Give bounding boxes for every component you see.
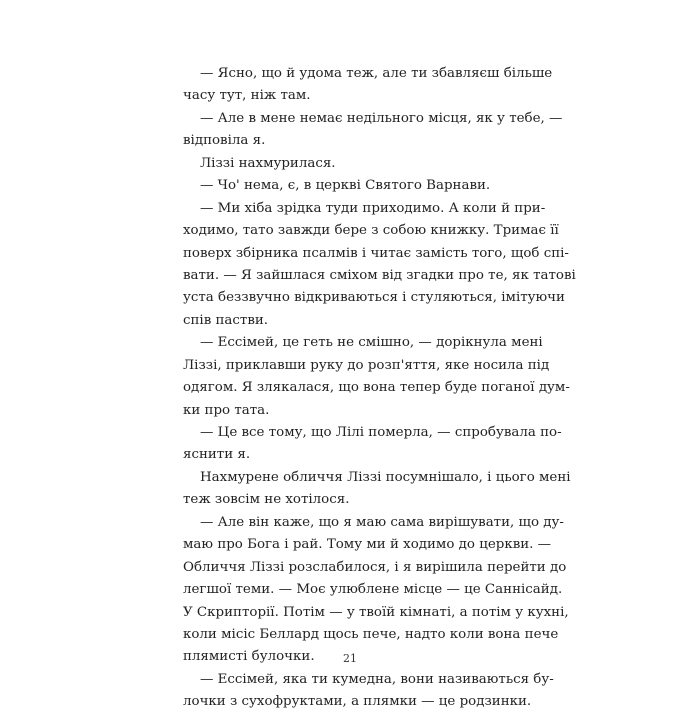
text-line: — Але він каже, що я маю сама вирішувати, що ду-	[200, 514, 564, 530]
text-line: маю про Бога і рай. Тому ми й ходимо до церкви. —	[183, 537, 552, 553]
page-body-text	[183, 63, 576, 714]
text-line: одягом. Я злякалася, що вона тепер буде поганої дум-	[183, 380, 570, 396]
text-line: Нахмурене обличчя Ліззі посумнішало, і цього мені	[200, 469, 571, 485]
text-line: часу тут, ніж там.	[183, 88, 311, 104]
text-line: ки про тата.	[183, 402, 270, 418]
text-line: легшої теми. — Моє улюблене місце — це Саннісайд.	[183, 582, 563, 598]
text-line: — Ессімей, це геть не смішно, — дорікнула мені	[200, 335, 543, 351]
text-line: уста беззвучно відкриваються і стуляються, імітуючи	[183, 290, 565, 306]
text-line: спів пастви.	[183, 312, 269, 328]
text-line: відповіла я.	[183, 133, 266, 149]
text-line: Ліззі нахмурилася.	[200, 155, 336, 171]
text-line: У Скрипторії. Потім — у твоїй кімнаті, а потім у кухні,	[183, 604, 569, 620]
text-line: — Ессімей, яка ти кумедна, вони називаються бу-	[200, 671, 554, 687]
text-line: — Чо' нема, є, в церкві Святого Варнави.	[200, 178, 491, 194]
text-line: коли місіс Беллард щось пече, надто коли вона пече	[183, 626, 559, 642]
text-line: плямисті булочки.	[183, 649, 315, 665]
text-line: — Це все тому, що Лілі померла, — спробувала по-	[200, 425, 562, 440]
page-number: 21	[343, 652, 357, 665]
text-line: яснити я.	[183, 447, 251, 463]
text-line: Обличчя Ліззі розслабилося, і я вирішила перейти до	[183, 559, 567, 575]
text-line: — Ясно, що й удома теж, але ти збавляєш більше	[200, 66, 553, 81]
text-line: — Але в мене немає недільного місця, як у тебе, —	[200, 110, 563, 126]
text-line: теж зовсім не хотілося.	[183, 492, 350, 508]
text-line: ходимо, тато завжди бере з собою книжку. Тримає її	[183, 223, 559, 239]
text-line: лочки з сухофруктами, а плямки — це родзинки.	[183, 694, 532, 710]
text-line: Ліззі, приклавши руку до розп'яття, яке носила під	[183, 357, 550, 373]
text-line: поверх збірника псалмів і читає замість того, щоб спі-	[183, 245, 569, 261]
text-line: вати. — Я зайшлася сміхом від згадки про те, як татові	[183, 267, 576, 283]
text-line: — Ми хіба зрідка туди приходимо. А коли й при-	[200, 200, 546, 216]
